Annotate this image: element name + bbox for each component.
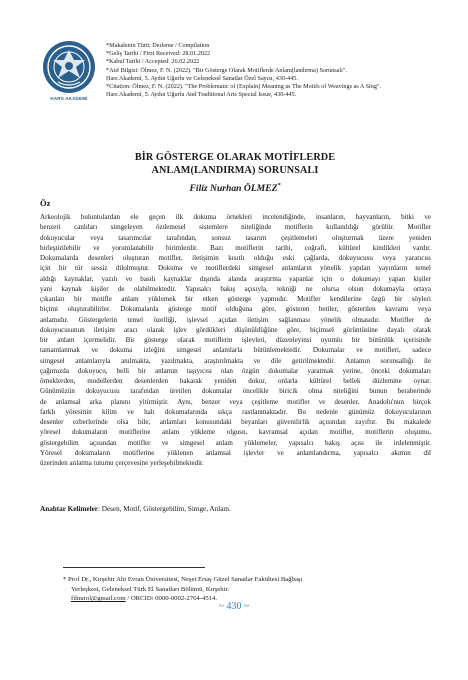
metadata-line: *Kabul Tarihi / Accepted: 26.02.2022 — [106, 58, 200, 66]
abstract-heading: Öz — [40, 198, 51, 208]
abstract-line: farklı yöresinin kilim ve halı dokumalarında sıkça rastlanmaktadır. Bu nedenle günümüz dokuyucularının — [40, 407, 431, 416]
metadata-line: *Geliş Tarihi / First Received: 28.01.2022 — [106, 50, 211, 58]
author-name: Filiz Nurhan ÖLMEZ — [189, 183, 278, 195]
abstract-line: birleştirilebilir ve yorumlanabilir birimlerdir. Bazı motiflerin tarihi, coğrafi, kültürel kimlikleri vardır. — [40, 243, 431, 252]
paper-title — [40, 151, 430, 177]
abstract-line: desenler ezberlerinde olsa bile, anlamları konusundaki beyanları güvenilirlik açısından zayıftır. Bu makalede — [40, 418, 431, 426]
title-line-2: ANLAM(LANDIRMA) SORUNSALI — [151, 165, 319, 176]
footnote-divider — [63, 567, 205, 568]
article-metadata — [106, 42, 466, 99]
abstract-line: Yöresel dokumaların motiflerine yüklenen anlamsal işlevler ve anlamlandırma, yapısalcı akımın dil — [40, 448, 431, 457]
footnote-line: * Prof Dr., Kırşehir Ahi Evran Üniversitesi, Neşet Ertaş Güzel Sanatlar Fakültesi Bağbaşı — [63, 576, 303, 583]
abstract-line: Dokumalarda desenleri oluşturan motifler, iletişimin kısıtlı olduğu eski çağlarda, dokuyucusu veya yaratıcısı — [40, 254, 431, 262]
metadata-line: *Makalenin Türü: Derleme / Compilation — [106, 42, 210, 49]
metadata-line: *Citation: Ölmez, F. N. (2022). "The Problematic of (Explain) Meaning as The Motifs of Weavings as A Sing". — [106, 83, 382, 91]
abstract-line: dokuyucular veya tasarımcılar tarafından, sonsuz tasarım çeşitlemeleri oluşturmak üzere yeniden — [40, 233, 431, 242]
abstract-line: göstergebilim açısından motifler ve simgesel anlam yüklemeler, yapısalcı bakış açısı ile irdelenmiştir. — [40, 438, 431, 447]
author — [40, 183, 430, 194]
abstract-line: aldığı kaynaklar, yazılı ve basılı kaynaklar dışında alanda araştırma yapanlar için o dokumayı yapan kişiler — [40, 274, 431, 283]
metadata-line: Hars Akademi, 5. Aydın Uğurlu And Traditional Arts Special Issue, 430-445. — [106, 91, 297, 99]
page-number: ~ 430 ~ — [218, 601, 250, 612]
abstract-line: yöresel dokumaların motiflerine anlam yükleme olgusu, kavramsal açıdan motifler, motiflerin oluşumu, — [40, 428, 431, 437]
abstract-line: yani kaynak kişiler de olabilmektedir. Yapısalcı bakış açısıyla, tekniği ne olursa olsun dokumayla ortaya — [40, 284, 431, 293]
author-email-link[interactable]: filnurol@gmail.com — [71, 595, 126, 603]
abstract-line: örneklerden, modellerden desenlerden bakarak yeniden dokur, onlarla kültürel bellek düzlemine oynar. — [40, 377, 431, 385]
metadata-line: *Atıf Bilgisi: Ölmez, F. N. (2022). "Bir Gösterge Olarak Motiflerde Anlam(landırma) Sorunsalı". — [106, 66, 347, 74]
abstract-line: üzerinden anlatma tutumu çerçevesine yerleşebilmektedir. — [40, 459, 204, 467]
abstract-line: bir anlam içermelidir. Bir gösterge olarak motiflerin işlevleri, düzenleyinsi uyumlu bir bütünlük içerisinde — [40, 336, 431, 344]
abstract-line: biçimi oluşturabilirler. Dokumalarda gösterge motif olduğuna göre, gösteren betiler, gösterilen kavramı veya — [40, 305, 431, 314]
keywords-label: Anahtar Kelimeler — [40, 505, 98, 513]
orcid-text: / ORCID: 0000-0002-2764-4514. — [125, 595, 218, 603]
logo-emblem-icon — [40, 38, 98, 96]
title-line-1: BİR GÖSTERGE OLARAK MOTİFLERDE — [134, 152, 336, 163]
abstract-line: benzeri canlıları simgeleyen özdemesel sistemlere niteliğinde motiflerin kullanıldığı görülür. Motifler — [40, 223, 431, 232]
abstract-line: için bir tür sessiz dilolmuştur. Dokuma ve motiflerdeki simgesel anlamların yönelik yapılan yayınların temel — [40, 264, 431, 273]
footnote-line: Yerleşkesi, Geleneksel Türk El Sanatları Bölümü, Kırşehir. — [71, 585, 229, 593]
author-footnote — [63, 575, 423, 604]
abstract-line: dokuyucusunun iletişim aracı olarak işlev gördükleri düşünüldüğüne göre, biçimsel görüntüsüne dayalı olarak — [40, 325, 431, 334]
abstract-line: çıkanları bir motifle anlam yüklemek bir etken gösterge yapmıdır. Motifler kendilerine özgü bir söyleri — [40, 295, 431, 303]
abstract-line: de anlamsal arka planını yitirmiştir. Aynı, benzer veya çeşitleme motifler ve desenler, Anadolu'nun birçok — [40, 397, 431, 406]
author-footnote-mark: * — [277, 183, 281, 189]
abstract-line: Günümüzün dokuyucusu tarafından üretilen dokumalar öncelikle biricik olma niteliğini bunun beraberinde — [40, 387, 431, 396]
article-header — [40, 38, 460, 134]
abstract-line: anlamıdır. Göstergelerin temel özelliği, işlevsel açıdan iletişim sağlanması yönelik olmasıdır. Motifler de — [40, 315, 431, 324]
abstract-line: tamamlanmak ve dokuma izleğini simgesel anlamlarla bütünlemektedir. Dokumalar ve motifleri, sadece — [40, 346, 431, 355]
logo-label: HARS AKADEMI — [50, 96, 88, 101]
abstract-line: çağımızda dokuyucu, belli bir anlamın taşıyıcısı olan özgün dokumalar yaratmak yerine, önceki dokumaları — [40, 366, 431, 375]
abstract-line: Arkeolojik buluntulardan ele geçen ilk dokuma örnekleri incelendiğinde, insanların, hayvanların, bitki ve — [40, 213, 431, 221]
abstract-line: simgesel anlamlarıyla anılmakta, yazılmakta, araştırılmakta ve dile getirilmektedir. Anlamın sorunsallığı ile — [40, 356, 431, 365]
keywords — [40, 505, 431, 513]
keywords-value: : Desen, Motif, Göstergebilim, Simge, Anlam. — [97, 505, 231, 513]
metadata-line: Hars Akademi, 5. Aydın Uğurlu ve Geleneksel Sanatlar Özel Sayısı, 430-445. — [106, 74, 298, 82]
hars-akademi-logo — [40, 38, 98, 96]
abstract-body — [40, 212, 431, 468]
